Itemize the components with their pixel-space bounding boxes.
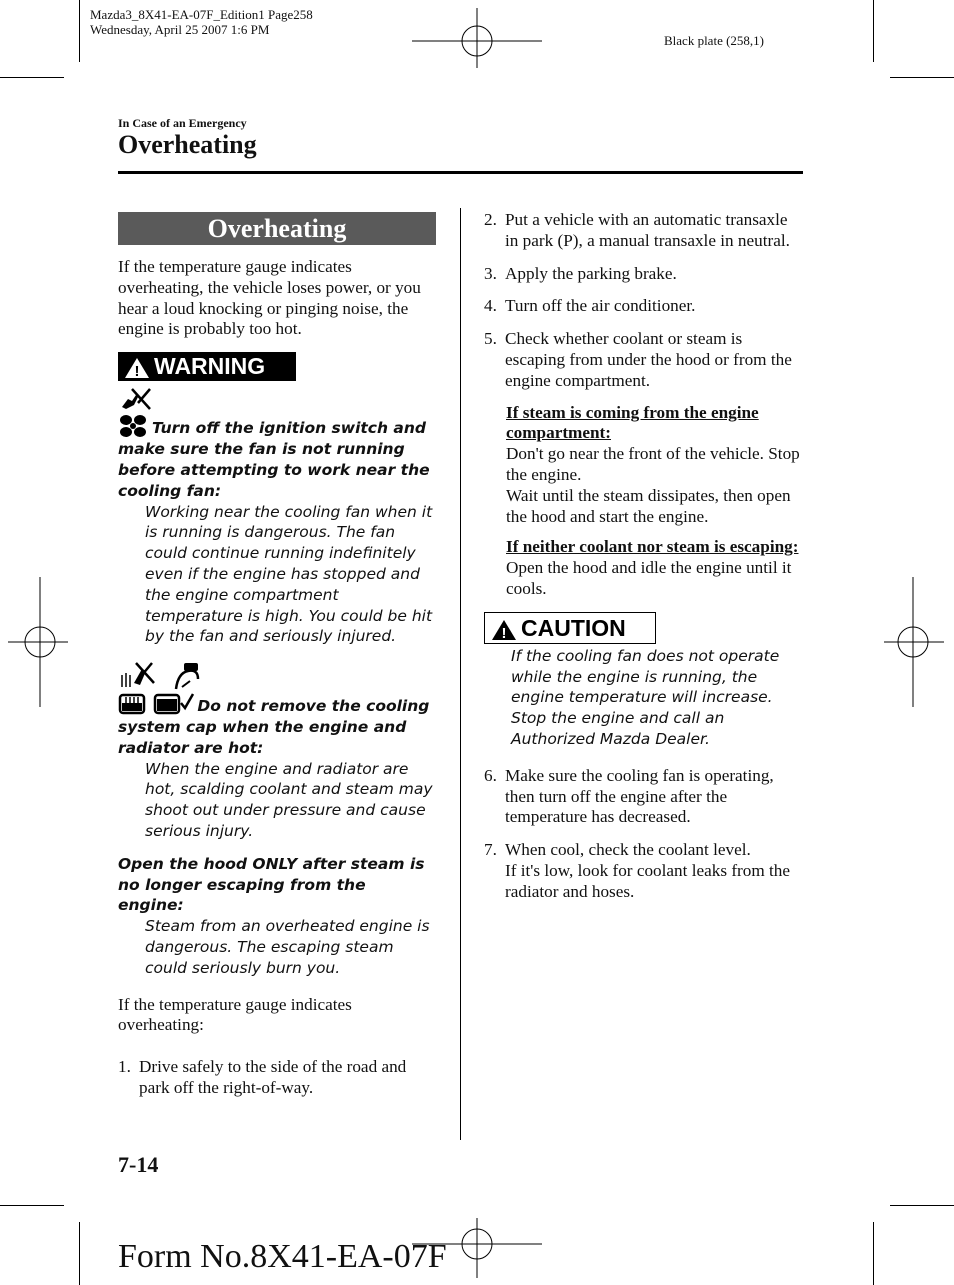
step-number: 2. xyxy=(484,210,497,229)
crop-mark xyxy=(79,0,80,62)
left-column xyxy=(118,212,436,1099)
gauge-paragraph: If the temperature gauge indicates overheating: xyxy=(118,994,352,1035)
right-column xyxy=(484,210,804,903)
sub-paragraph: Open the hood and idle the engine until it cools. xyxy=(506,558,792,598)
crop-mark xyxy=(0,77,64,78)
print-metadata xyxy=(90,7,313,37)
step-number: 7. xyxy=(484,840,497,860)
registration-mark-icon xyxy=(412,8,542,68)
crop-mark xyxy=(79,1222,80,1285)
list-item xyxy=(484,766,804,828)
crop-mark xyxy=(873,0,874,62)
page-title: Overheating xyxy=(118,130,257,159)
subheading: If steam is coming from the engine compartment: xyxy=(506,402,759,443)
title-rule xyxy=(118,171,803,174)
warning-heading: Do not remove the cooling system cap when the engine and radiator are hot: xyxy=(118,697,430,757)
warning-body: Steam from an overheated engine is dangerous. The escaping steam could seriously burn you. xyxy=(145,917,430,977)
warning-item xyxy=(118,854,436,979)
step-text-group xyxy=(505,840,804,902)
meta-line-2: Wednesday, April 25 2007 1:6 PM xyxy=(90,22,270,37)
section-heading: Overheating xyxy=(118,212,436,245)
step-number: 6. xyxy=(484,765,497,785)
subheading: If neither coolant nor steam is escaping: xyxy=(506,537,799,557)
column-divider xyxy=(460,208,461,1140)
icon-row xyxy=(118,387,436,413)
step-text: Turn off the air conditioner. xyxy=(505,296,696,316)
registration-mark-icon xyxy=(8,577,68,707)
section-label: In Case of an Emergency xyxy=(118,116,247,130)
sub-paragraph: Wait until the steam dissipates, then open the hood and start the engine. xyxy=(506,485,791,526)
radiator-checked-icon xyxy=(153,691,197,715)
list-item xyxy=(484,264,804,285)
neither-section xyxy=(484,537,804,599)
step-text: Put a vehicle with an automatic transaxle in park (P), a manual transaxle in neutral. xyxy=(505,210,790,250)
warning-body: When the engine and radiator are hot, scalding coolant and steam may shoot out under pressure and cause serious injury. xyxy=(145,759,433,840)
step-number: 5. xyxy=(484,329,497,349)
step-text: Check whether coolant or steam is escaping from under the hood or from the engine compartment. xyxy=(505,329,792,390)
warning-badge xyxy=(118,352,296,381)
step-number: 4. xyxy=(484,296,497,316)
warning-label: WARNING xyxy=(154,353,266,380)
icon-row xyxy=(118,661,436,691)
plate-label: Black plate (258,1) xyxy=(664,33,764,48)
cooling-fan-icon xyxy=(118,413,152,439)
warning-triangle-icon xyxy=(124,357,150,379)
caution-text: If the cooling fan does not operate while the engine is running, the engine temperature will increase. Stop the engine and call an Authorized Mazda Dealer. xyxy=(511,646,780,748)
hot-cap-icon xyxy=(168,661,204,691)
step-text: If it's low, look for coolant leaks from the radiator and hoses. xyxy=(505,860,791,901)
caution-badge xyxy=(484,612,656,644)
page-number: 7-14 xyxy=(118,1152,159,1177)
radiator-icon xyxy=(118,691,148,715)
crop-mark xyxy=(890,77,954,78)
list-item xyxy=(484,329,804,391)
form-number: Form No.8X41-EA-07F xyxy=(118,1238,447,1275)
step-text: Make sure the cooling fan is operating, then turn off the engine after the temperature has decreased. xyxy=(505,765,774,827)
list-item xyxy=(484,296,804,317)
step-number: 3. xyxy=(484,263,497,283)
caution-block xyxy=(484,612,804,750)
intro-paragraph: If the temperature gauge indicates overheating, the vehicle loses power, or you hear a loud knocking or pinging noise, the engine is probably too hot. xyxy=(118,257,421,339)
steps-list xyxy=(484,766,804,903)
step-number: 1. xyxy=(118,1057,131,1077)
meta-line-1: Mazda3_8X41-EA-07F_Edition1 Page258 xyxy=(90,7,313,22)
warning-heading: Open the hood ONLY after steam is no longer escaping from the engine: xyxy=(118,854,425,915)
registration-mark-icon xyxy=(884,577,944,707)
svg-text:!: ! xyxy=(501,624,507,641)
warning-item xyxy=(118,661,436,842)
crop-mark xyxy=(0,1205,64,1206)
steps-list xyxy=(118,1057,436,1099)
step-text: When cool, check the coolant level. xyxy=(505,840,751,860)
sub-paragraph: Don't go near the front of the vehicle. Stop the engine. xyxy=(506,444,800,484)
caution-label: CAUTION xyxy=(521,614,626,641)
crop-mark xyxy=(890,1205,954,1206)
list-item xyxy=(484,210,804,252)
warning-item xyxy=(118,387,436,647)
caution-triangle-icon xyxy=(491,619,517,641)
steam-section xyxy=(484,403,804,528)
no-open-cap-icon xyxy=(120,661,156,691)
warning-body: Working near the cooling fan when it is running is dangerous. The fan could continue running indefinitely even if the engine has stopped and the engine compartment temperature is high. You could be hit by the fan and seriously injured. xyxy=(145,502,433,646)
steps-list xyxy=(484,210,804,392)
list-item xyxy=(484,840,804,902)
step-text: Apply the parking brake. xyxy=(505,263,677,283)
warning-heading: Turn off the ignition switch and make sure the fan is not running before attempting to work near the cooling fan: xyxy=(118,419,430,500)
crop-mark xyxy=(873,1222,874,1285)
no-hand-near-fan-icon xyxy=(118,387,152,413)
list-item xyxy=(118,1057,436,1099)
svg-text:!: ! xyxy=(134,363,140,380)
step-text: Drive safely to the side of the road and park off the right-of-way. xyxy=(139,1057,407,1097)
